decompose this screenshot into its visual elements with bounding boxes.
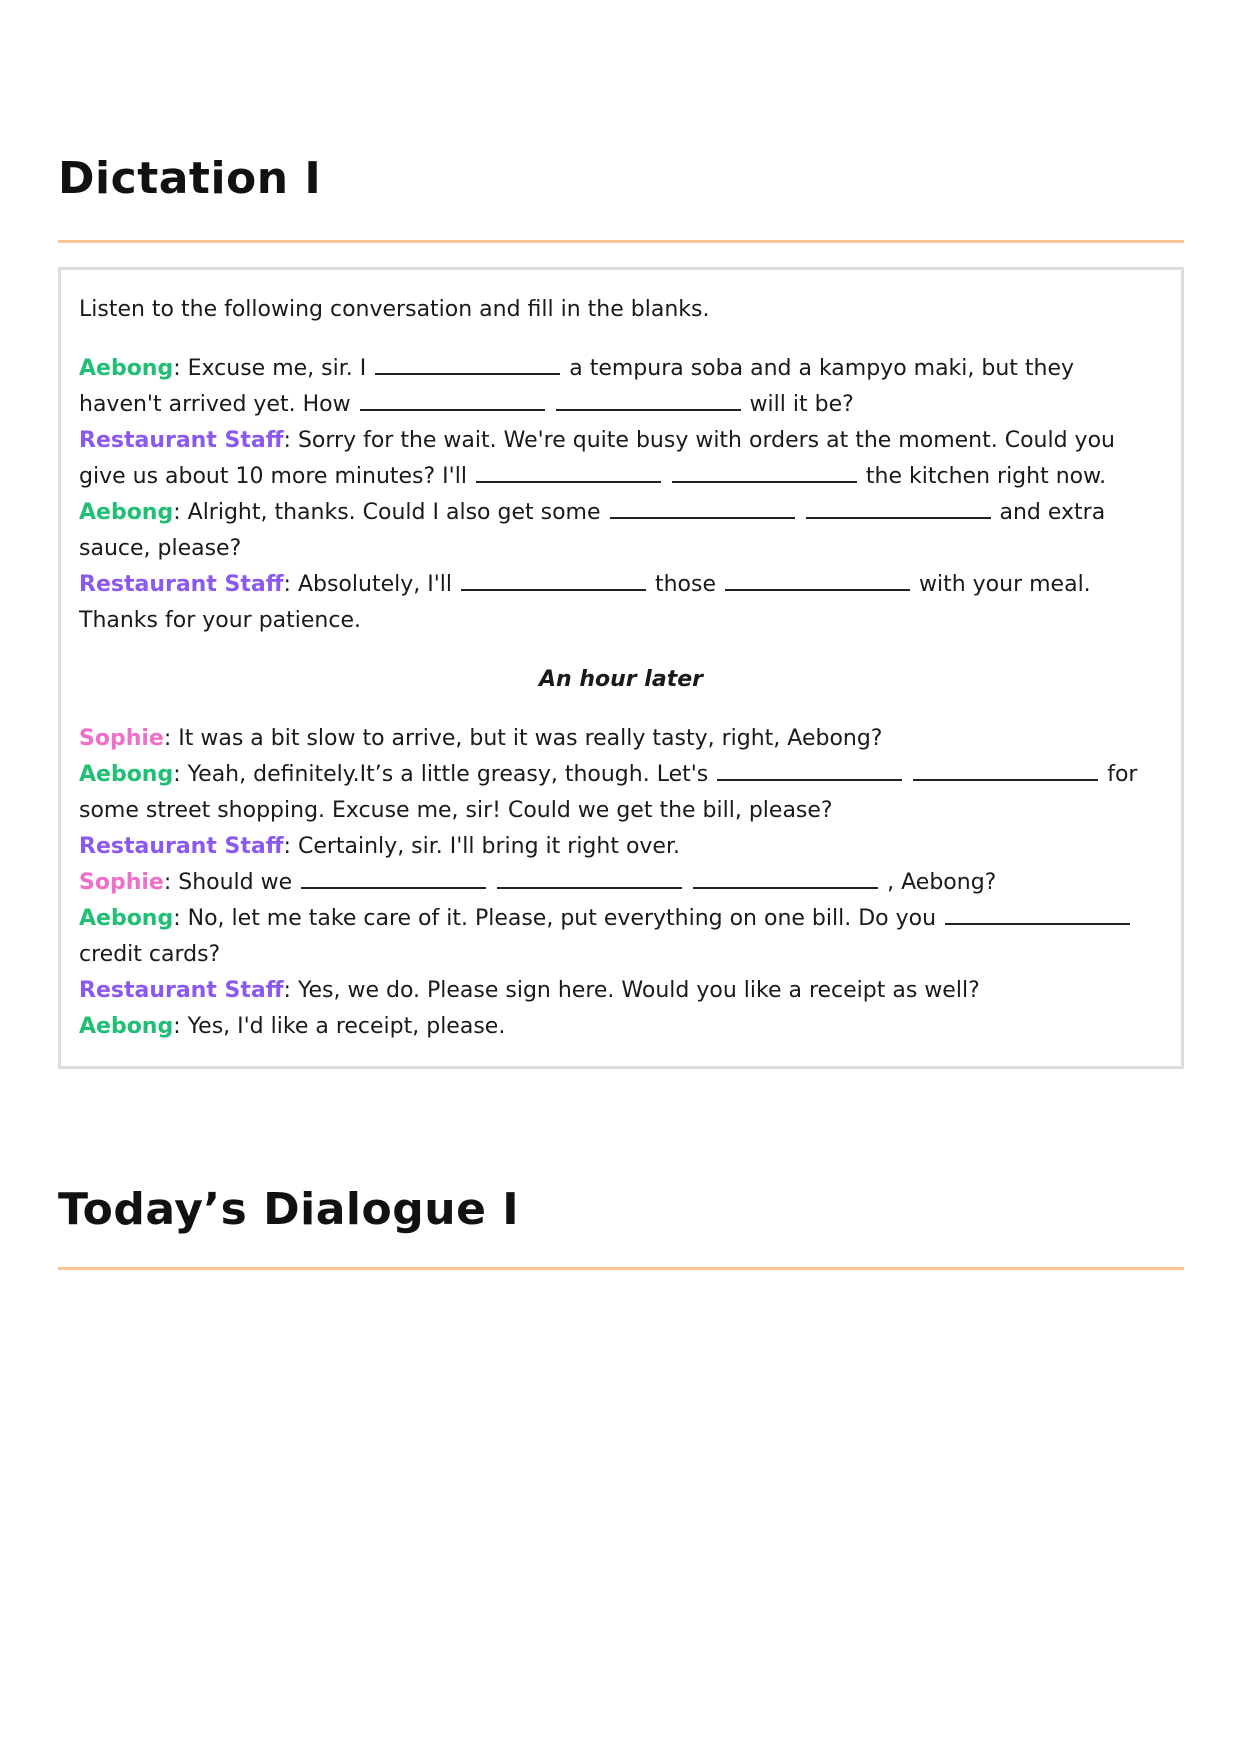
blank[interactable] [360, 387, 545, 411]
dialogue-line [79, 423, 1163, 495]
scene-note: An hour later [539, 667, 703, 692]
section-title-dictation: Dictation I [58, 153, 322, 204]
section-title-todays-dialogue: Today’s Dialogue I [58, 1184, 520, 1235]
section-divider [58, 1267, 1184, 1270]
speaker-aebong: Aebong [79, 906, 174, 931]
blank[interactable] [461, 567, 646, 591]
dialogue-line [79, 1009, 1163, 1045]
blank[interactable] [725, 567, 910, 591]
line-text: for some street shopping. Excuse me, sir! Could we get the bill, please? [79, 762, 1138, 823]
speaker-sophie: Sophie [79, 726, 164, 751]
blank[interactable] [476, 459, 661, 483]
speaker-sophie: Sophie [79, 870, 164, 895]
line-text: : Absolutely, I'll [283, 572, 459, 597]
dialogue-line [79, 721, 1163, 757]
line-text: : No, let me take care of it. Please, put everything on one bill. Do you [173, 906, 944, 931]
line-text: a tempura soba and a kampyo maki, but they haven't arrived yet. How [79, 356, 1075, 417]
blank[interactable] [913, 757, 1098, 781]
blank[interactable] [945, 901, 1130, 925]
dialogue-part-1 [79, 351, 1163, 639]
speaker-aebong: Aebong [79, 356, 174, 381]
dialogue-line [79, 495, 1163, 567]
speaker-restaurant-staff: Restaurant Staff [79, 572, 284, 597]
dialogue-line [79, 567, 1163, 639]
blank[interactable] [556, 387, 741, 411]
blank[interactable] [693, 865, 878, 889]
line-text: : It was a bit slow to arrive, but it was really tasty, right, Aebong? [163, 726, 883, 751]
speaker-restaurant-staff: Restaurant Staff [79, 834, 284, 859]
line-text: , Aebong? [880, 870, 997, 895]
dialogue-part-2 [79, 721, 1163, 1045]
speaker-restaurant-staff: Restaurant Staff [79, 978, 284, 1003]
speaker-aebong: Aebong [79, 762, 174, 787]
line-text: credit cards? [79, 942, 221, 967]
blank[interactable] [610, 495, 795, 519]
dialogue-line [79, 757, 1163, 829]
line-text: those [647, 572, 723, 597]
section-divider [58, 240, 1184, 243]
line-text: : Yeah, definitely.It’s a little greasy, though. Let's [173, 762, 716, 787]
line-text: with your meal. Thanks for your patience. [79, 572, 1091, 633]
blank[interactable] [497, 865, 682, 889]
dictation-box [58, 267, 1184, 1069]
blank[interactable] [301, 865, 486, 889]
dialogue-line [79, 829, 1163, 865]
speaker-aebong: Aebong [79, 500, 174, 525]
instruction-text: Listen to the following conversation and fill in the blanks. [79, 297, 710, 322]
dialogue-line [79, 351, 1163, 423]
speaker-restaurant-staff: Restaurant Staff [79, 428, 284, 453]
blank[interactable] [806, 495, 991, 519]
blank[interactable] [672, 459, 857, 483]
line-text: : Excuse me, sir. I [173, 356, 374, 381]
blank[interactable] [375, 351, 560, 375]
line-text: : Yes, I'd like a receipt, please. [173, 1014, 506, 1039]
line-text: : Alright, thanks. Could I also get some [173, 500, 608, 525]
dialogue-line [79, 901, 1163, 973]
speaker-aebong: Aebong [79, 1014, 174, 1039]
line-text: : Sorry for the wait. We're quite busy with orders at the moment. Could you give us about 10 more minutes? I'll [79, 428, 1115, 489]
dialogue-line [79, 973, 1163, 1009]
line-text: the kitchen right now. [858, 464, 1107, 489]
line-text: : Certainly, sir. I'll bring it right over. [283, 834, 680, 859]
line-text: will it be? [742, 392, 854, 417]
dialogue-line [79, 865, 1163, 901]
line-text: : Yes, we do. Please sign here. Would you like a receipt as well? [283, 978, 980, 1003]
blank[interactable] [717, 757, 902, 781]
line-text: and extra sauce, please? [79, 500, 1106, 561]
line-text: : Should we [163, 870, 300, 895]
